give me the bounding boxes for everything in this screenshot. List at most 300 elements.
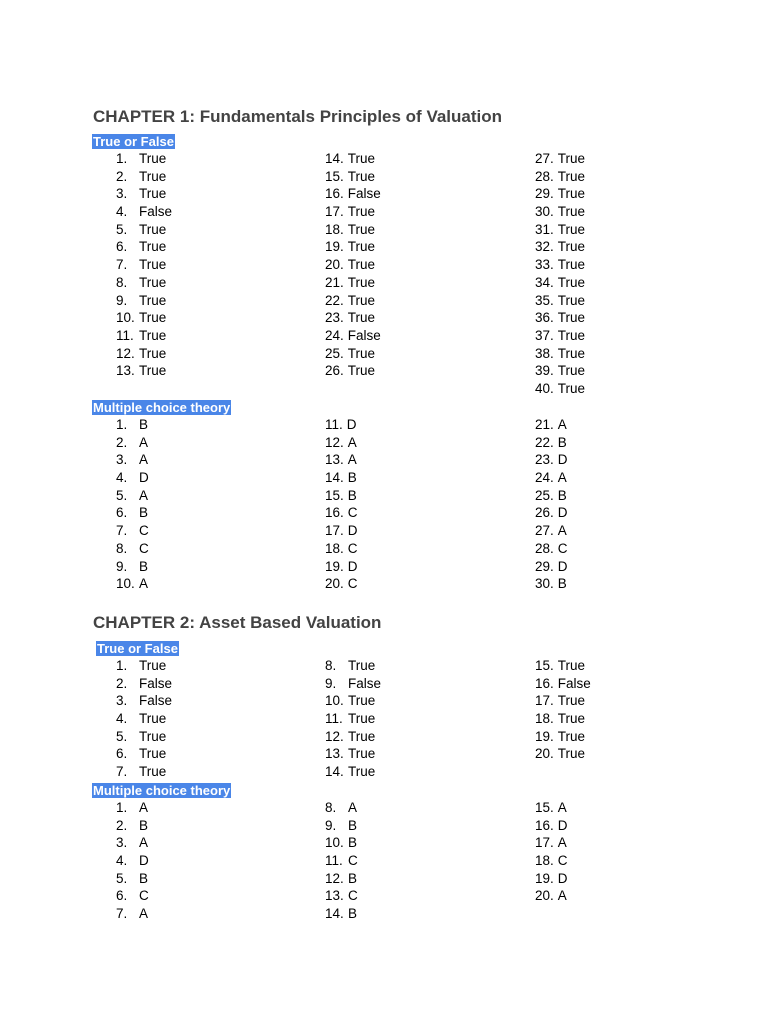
answer-number: 1. <box>116 151 128 166</box>
answer-number: 20. <box>535 888 554 904</box>
answer-item <box>116 309 172 327</box>
answer-number: 30. <box>535 576 554 592</box>
answer-value: A <box>347 434 357 450</box>
answer-number: 19. <box>535 870 554 886</box>
answer-number: 5. <box>116 870 128 886</box>
answer-value: True <box>347 168 376 184</box>
answer-value: False <box>347 327 381 343</box>
answer-item <box>325 362 381 380</box>
answer-value: False <box>557 675 591 691</box>
answer-number: 31. <box>535 221 554 237</box>
answer-value: False <box>348 675 382 691</box>
answer-item <box>535 728 591 746</box>
answer-value: True <box>139 274 167 290</box>
answer-item <box>325 185 381 203</box>
answer-item <box>535 522 568 540</box>
answer-value: C <box>348 888 358 904</box>
answer-value: C <box>347 540 358 556</box>
answer-value: D <box>557 452 568 468</box>
answer-value: True <box>348 693 376 709</box>
ch2-mc-col-1 <box>116 799 149 923</box>
answer-value: True <box>139 292 167 308</box>
answer-value: True <box>557 345 586 361</box>
answer-number: 12. <box>325 870 344 886</box>
answer-number: 6. <box>116 888 128 904</box>
answer-number: 15. <box>325 168 344 184</box>
answer-value: True <box>557 239 586 255</box>
answer-value: A <box>139 576 149 592</box>
answer-number: 32. <box>535 239 554 255</box>
answer-item <box>535 292 585 310</box>
answer-number: 13. <box>325 452 344 468</box>
answer-value: C <box>348 853 358 869</box>
answer-value: B <box>139 817 149 833</box>
answer-item <box>535 870 568 888</box>
answer-value: True <box>557 221 586 237</box>
answer-number: 37. <box>535 327 554 343</box>
answer-value: B <box>348 817 358 833</box>
answer-item <box>535 799 568 817</box>
answer-number: 12. <box>116 345 135 361</box>
answer-value: True <box>139 764 167 780</box>
answer-value: True <box>347 221 376 237</box>
answer-item <box>325 710 381 728</box>
answer-number: 7. <box>116 257 128 273</box>
answer-value: A <box>557 523 567 539</box>
answer-item <box>116 575 149 593</box>
answer-number: 10. <box>116 310 135 326</box>
answer-number: 10. <box>116 576 135 592</box>
answer-number: 18. <box>535 711 554 727</box>
answer-item <box>116 185 172 203</box>
answer-item <box>325 256 381 274</box>
answer-value: True <box>557 151 586 166</box>
answer-value: True <box>347 257 376 273</box>
answer-number: 4. <box>116 711 128 727</box>
answer-item <box>535 817 568 835</box>
ch1-tf-col-3 <box>535 150 585 398</box>
answer-number: 5. <box>116 728 128 744</box>
answer-value: True <box>139 363 167 379</box>
answer-value: B <box>348 835 358 851</box>
answer-item <box>116 362 172 380</box>
answer-value: C <box>139 523 149 539</box>
answer-value: True <box>139 310 167 326</box>
ch1-tf-col-2 <box>325 150 381 380</box>
ch2-tf-col-2 <box>325 657 381 781</box>
answer-value: D <box>347 523 358 539</box>
answer-value: A <box>139 487 149 503</box>
answer-item <box>535 745 591 763</box>
answer-value: True <box>557 693 586 709</box>
answer-number: 2. <box>116 675 128 691</box>
chapter-2-multiple-choice-label: Multiple choice theory <box>93 783 231 798</box>
answer-item <box>325 221 381 239</box>
answer-value: A <box>557 800 567 815</box>
answer-value: True <box>348 746 376 762</box>
answer-number: 9. <box>325 817 337 833</box>
answer-item <box>116 345 172 363</box>
answer-item <box>325 558 358 576</box>
answer-number: 23. <box>535 452 554 468</box>
chapter-1-true-false-label: True or False <box>93 134 174 149</box>
answer-value: True <box>347 151 376 166</box>
answer-value: False <box>139 693 173 709</box>
answer-value: True <box>557 746 586 762</box>
answer-number: 15. <box>325 487 344 503</box>
answer-number: 9. <box>325 675 337 691</box>
answer-number: 17. <box>325 204 344 220</box>
answer-number: 3. <box>116 835 128 851</box>
answer-item <box>325 817 358 835</box>
answer-value: B <box>139 870 149 886</box>
answer-number: 24. <box>535 470 554 486</box>
answer-value: False <box>139 204 173 220</box>
chapter-2-true-false-label: True or False <box>97 641 178 656</box>
answer-value: D <box>139 853 149 869</box>
answer-number: 27. <box>535 523 554 539</box>
answer-value: A <box>139 434 149 450</box>
answer-value: True <box>348 711 376 727</box>
answer-item <box>535 221 585 239</box>
answer-item <box>116 870 149 888</box>
answer-item <box>116 817 149 835</box>
answer-value: True <box>139 151 167 166</box>
ch2-mc-col-3 <box>535 799 568 905</box>
answer-value: True <box>348 728 376 744</box>
answer-number: 17. <box>535 693 554 709</box>
answer-value: B <box>139 417 149 432</box>
answer-number: 16. <box>325 505 344 521</box>
answer-value: True <box>347 239 376 255</box>
chapter-2-title: CHAPTER 2: Asset Based Valuation <box>93 613 382 632</box>
answer-value: A <box>347 452 357 468</box>
answer-item <box>535 150 585 168</box>
answer-value: D <box>557 870 568 886</box>
answer-item <box>325 799 358 817</box>
answer-value: True <box>139 168 167 184</box>
answer-number: 9. <box>116 558 128 574</box>
answer-item <box>116 150 172 168</box>
answer-number: 10. <box>325 835 344 851</box>
answer-number: 17. <box>325 523 344 539</box>
answer-number: 28. <box>535 168 554 184</box>
answer-item <box>535 238 585 256</box>
answer-value: A <box>557 470 567 486</box>
answer-number: 21. <box>325 274 344 290</box>
answer-item <box>535 852 568 870</box>
answer-number: 19. <box>535 728 554 744</box>
answer-value: True <box>139 746 167 762</box>
answer-value: D <box>557 817 568 833</box>
answer-item <box>535 834 568 852</box>
answer-item <box>535 380 585 398</box>
answer-item <box>325 763 381 781</box>
answer-value: False <box>139 675 173 691</box>
answer-item <box>116 522 149 540</box>
answer-number: 22. <box>325 292 344 308</box>
answer-item <box>116 905 149 923</box>
answer-value: True <box>557 257 586 273</box>
answer-number: 14. <box>325 470 344 486</box>
answer-value: B <box>348 906 358 922</box>
answer-item <box>116 728 172 746</box>
answer-value: True <box>348 764 376 780</box>
answer-number: 9. <box>116 292 128 308</box>
answer-value: True <box>347 274 376 290</box>
answer-item <box>116 763 172 781</box>
answer-value: C <box>347 576 358 592</box>
answer-item <box>325 870 358 888</box>
answer-item <box>116 327 172 345</box>
answer-number: 2. <box>116 817 128 833</box>
answer-number: 14. <box>325 151 344 166</box>
answer-item <box>325 238 381 256</box>
answer-number: 28. <box>535 540 554 556</box>
answer-value: C <box>557 540 568 556</box>
answer-value: True <box>557 204 586 220</box>
answer-item <box>116 469 149 487</box>
answer-item <box>535 327 585 345</box>
answer-item <box>535 675 591 693</box>
answer-item <box>535 168 585 186</box>
answer-number: 14. <box>325 764 344 780</box>
answer-value: True <box>557 363 586 379</box>
answer-number: 8. <box>116 274 128 290</box>
answer-number: 40. <box>535 380 554 396</box>
answer-number: 15. <box>535 800 554 815</box>
chapter-1-multiple-choice-label: Multiple choice theory <box>93 400 231 415</box>
answer-number: 23. <box>325 310 344 326</box>
answer-number: 25. <box>535 487 554 503</box>
answer-value: True <box>139 345 167 361</box>
answer-number: 11. <box>116 327 134 343</box>
answer-number: 2. <box>116 168 128 184</box>
answer-value: A <box>557 417 567 432</box>
answer-item <box>535 469 568 487</box>
answer-number: 3. <box>116 693 128 709</box>
answer-value: B <box>557 434 567 450</box>
answer-value: B <box>347 470 357 486</box>
answer-item <box>535 274 585 292</box>
answer-number: 20. <box>325 576 344 592</box>
answer-value: B <box>347 487 357 503</box>
answer-number: 14. <box>325 906 344 922</box>
answer-item <box>325 434 358 452</box>
answer-item <box>116 274 172 292</box>
answer-item <box>116 675 172 693</box>
answer-item <box>116 168 172 186</box>
answer-number: 15. <box>535 658 554 673</box>
answer-value: C <box>139 540 149 556</box>
answer-item <box>116 256 172 274</box>
ch1-mc-col-3 <box>535 416 568 593</box>
answer-number: 8. <box>325 800 337 815</box>
chapter-1-title: CHAPTER 1: Fundamentals Principles of Valuation <box>93 107 503 126</box>
answer-item <box>325 657 381 675</box>
answer-item <box>325 575 358 593</box>
answer-number: 35. <box>535 292 554 308</box>
answer-value: A <box>557 835 567 851</box>
answer-value: C <box>347 505 358 521</box>
answer-value: True <box>348 658 376 673</box>
answer-item <box>116 834 149 852</box>
answer-item <box>116 745 172 763</box>
answer-number: 22. <box>535 434 554 450</box>
answer-item <box>535 575 568 593</box>
answer-item <box>325 692 381 710</box>
answer-value: True <box>139 728 167 744</box>
answer-number: 4. <box>116 853 128 869</box>
answer-item <box>116 710 172 728</box>
answer-value: True <box>557 327 586 343</box>
answer-value: True <box>557 274 586 290</box>
answer-number: 27. <box>535 151 554 166</box>
answer-item <box>116 203 172 221</box>
answer-number: 3. <box>116 186 128 202</box>
answer-number: 6. <box>116 746 128 762</box>
answer-value: A <box>139 835 149 851</box>
answer-item <box>325 203 381 221</box>
answer-value: D <box>346 417 357 432</box>
answer-number: 13. <box>325 746 344 762</box>
answer-number: 7. <box>116 906 128 922</box>
ch1-tf-col-1 <box>116 150 172 380</box>
answer-number: 34. <box>535 274 554 290</box>
answer-value: True <box>347 345 376 361</box>
answer-number: 5. <box>116 221 128 237</box>
answer-number: 29. <box>535 558 554 574</box>
answer-number: 16. <box>535 817 554 833</box>
answer-value: True <box>557 186 586 202</box>
answer-value: D <box>557 558 568 574</box>
ch1-mc-col-2 <box>325 416 358 593</box>
answer-number: 30. <box>535 204 554 220</box>
answer-item <box>325 327 381 345</box>
answer-item <box>325 504 358 522</box>
answer-value: True <box>557 658 586 673</box>
answer-item <box>116 692 172 710</box>
answer-value: A <box>139 800 149 815</box>
answer-value: True <box>557 292 586 308</box>
answer-item <box>325 309 381 327</box>
answer-item <box>325 852 358 870</box>
answer-value: True <box>139 327 167 343</box>
answer-value: True <box>557 310 586 326</box>
answer-number: 2. <box>116 434 128 450</box>
answer-item <box>325 416 358 434</box>
answer-value: True <box>139 658 167 673</box>
answer-number: 33. <box>535 257 554 273</box>
answer-item <box>535 540 568 558</box>
answer-number: 6. <box>116 505 128 521</box>
answer-number: 26. <box>325 363 344 379</box>
answer-item <box>116 487 149 505</box>
answer-number: 17. <box>535 835 554 851</box>
answer-item <box>325 168 381 186</box>
answer-item <box>535 345 585 363</box>
answer-item <box>535 362 585 380</box>
answer-number: 16. <box>325 186 344 202</box>
answer-item <box>535 504 568 522</box>
answer-item <box>325 469 358 487</box>
answer-number: 7. <box>116 764 128 780</box>
answer-item <box>535 692 591 710</box>
answer-item <box>116 416 149 434</box>
answer-number: 1. <box>116 417 128 432</box>
answer-value: B <box>139 558 149 574</box>
answer-item <box>535 451 568 469</box>
answer-item <box>325 522 358 540</box>
answer-value: A <box>348 800 358 815</box>
ch2-tf-col-3 <box>535 657 591 763</box>
answer-value: B <box>348 870 358 886</box>
answer-number: 11. <box>325 853 343 869</box>
answer-number: 19. <box>325 239 344 255</box>
answer-value: D <box>557 505 568 521</box>
answer-number: 29. <box>535 186 554 202</box>
answer-item <box>325 292 381 310</box>
answer-item <box>325 728 381 746</box>
answer-item <box>535 256 585 274</box>
answer-item <box>325 150 381 168</box>
answer-item <box>116 292 172 310</box>
answer-value: A <box>139 906 149 922</box>
answer-item <box>325 905 358 923</box>
answer-item <box>535 434 568 452</box>
answer-number: 39. <box>535 363 554 379</box>
answer-value: True <box>139 239 167 255</box>
answer-item <box>116 657 172 675</box>
answer-item <box>325 675 381 693</box>
answer-value: True <box>347 363 376 379</box>
answer-item <box>535 309 585 327</box>
answer-value: True <box>557 380 586 396</box>
answer-number: 21. <box>535 417 554 432</box>
answer-item <box>325 745 381 763</box>
answer-number: 4. <box>116 204 128 220</box>
answer-value: C <box>139 888 149 904</box>
answer-value: True <box>557 728 586 744</box>
answer-item <box>116 221 172 239</box>
answer-number: 5. <box>116 487 128 503</box>
answer-value: D <box>347 558 358 574</box>
answer-value: True <box>139 221 167 237</box>
answer-number: 19. <box>325 558 344 574</box>
answer-number: 4. <box>116 470 128 486</box>
answer-value: True <box>347 204 376 220</box>
answer-number: 26. <box>535 505 554 521</box>
answer-value: A <box>557 888 567 904</box>
answer-number: 18. <box>325 221 344 237</box>
answer-value: A <box>139 452 149 468</box>
answer-item <box>325 274 381 292</box>
ch2-mc-col-2 <box>325 799 358 923</box>
answer-value: False <box>347 186 381 202</box>
answer-value: B <box>139 505 149 521</box>
answer-item <box>535 710 591 728</box>
ch1-mc-col-1 <box>116 416 149 593</box>
answer-number: 13. <box>116 363 135 379</box>
answer-item <box>535 558 568 576</box>
answer-value: B <box>557 576 567 592</box>
answer-item <box>116 540 149 558</box>
answer-number: 20. <box>535 746 554 762</box>
answer-number: 7. <box>116 523 128 539</box>
answer-number: 18. <box>535 853 554 869</box>
answer-number: 24. <box>325 327 344 343</box>
answer-item <box>116 451 149 469</box>
